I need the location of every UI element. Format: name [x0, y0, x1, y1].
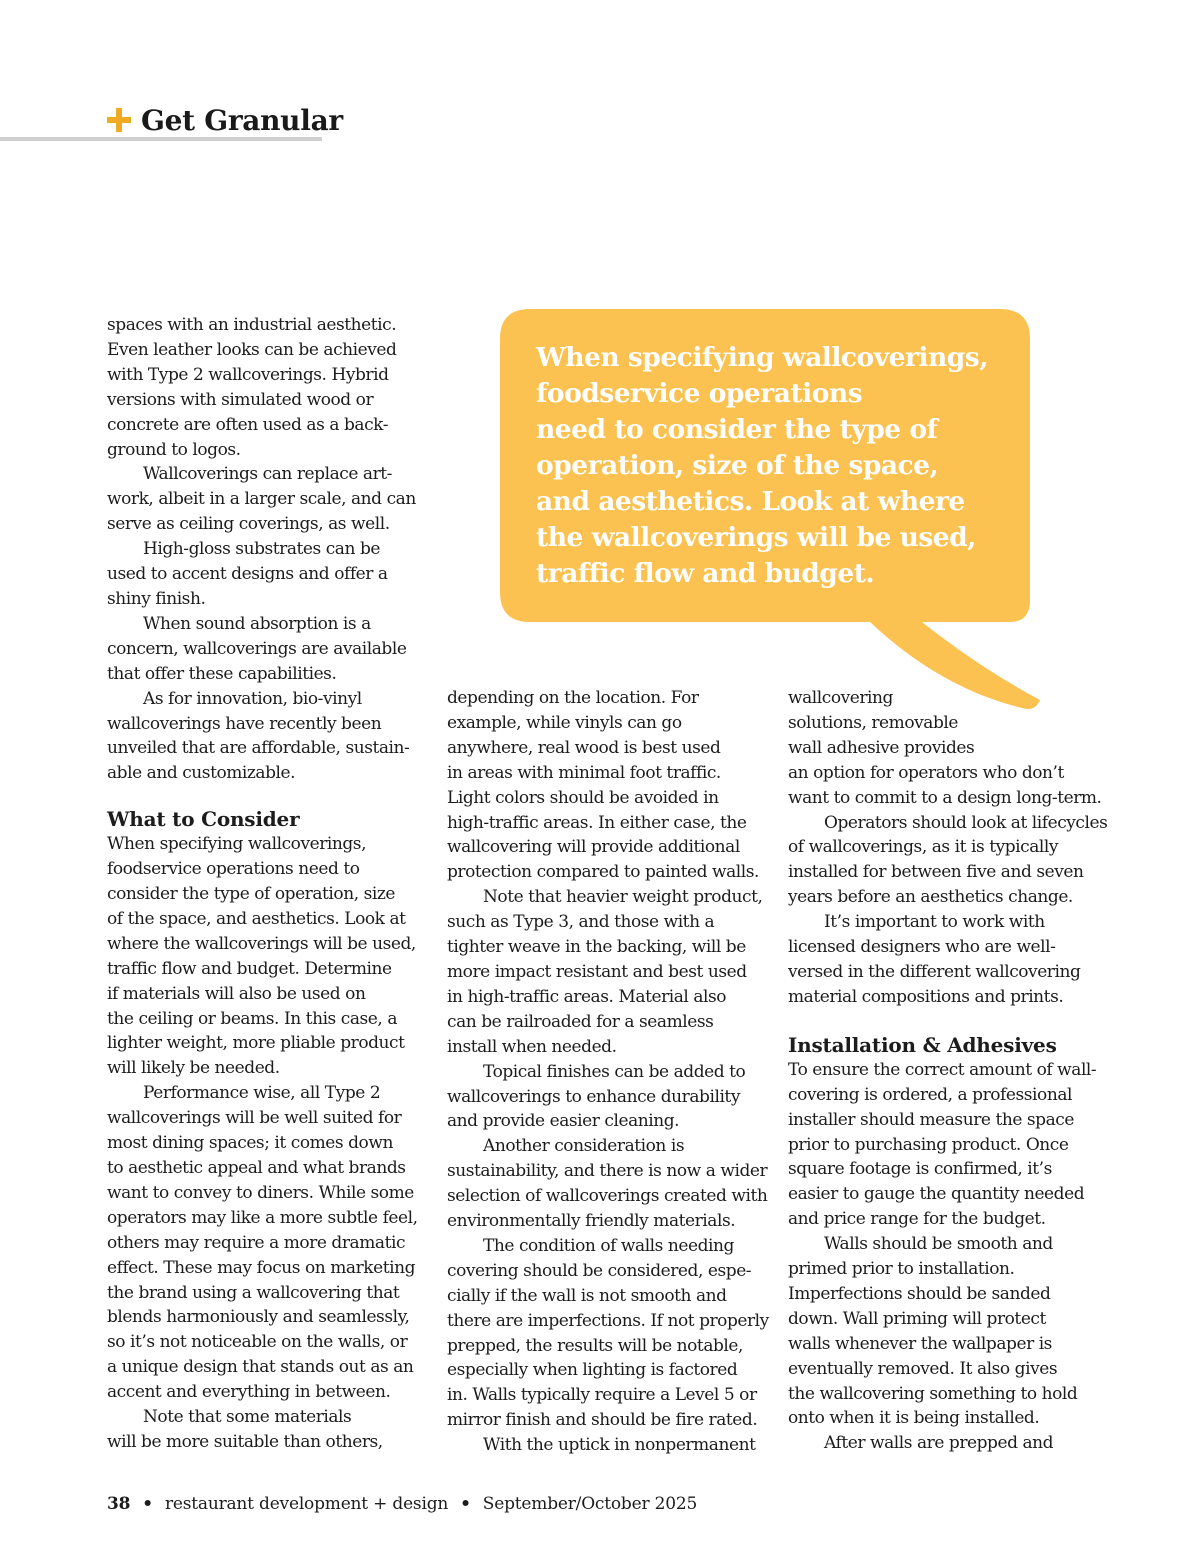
text-line: serve as ceiling coverings, as well.: [107, 514, 390, 535]
text-line: in. Walls typically require a Level 5 or: [447, 1385, 757, 1406]
text-line: effect. These may focus on marketing: [107, 1257, 416, 1278]
pull-quote: [536, 340, 1006, 592]
text-line: of wallcoverings, as it is typically: [788, 837, 1059, 858]
text-line: so it’s not noticeable on the walls, or: [107, 1332, 408, 1353]
text-line: installer should measure the space: [788, 1109, 1074, 1130]
text-line: anywhere, real wood is best used: [447, 737, 721, 758]
text-line: accent and everything in between.: [107, 1382, 391, 1403]
text-line: When sound absorption is a: [143, 613, 371, 634]
text-line: As for innovation, bio-vinyl: [143, 688, 362, 709]
text-line: wallcovering will provide additional: [447, 837, 740, 858]
text-line: Imperfections should be sanded: [788, 1283, 1051, 1304]
text-line: to aesthetic appeal and what brands: [107, 1158, 406, 1178]
text-line: with Type 2 wallcoverings. Hybrid: [107, 364, 389, 385]
pull-quote-line: need to consider the type of: [536, 414, 938, 445]
text-line: down. Wall priming will protect: [788, 1308, 1046, 1329]
text-line: lighter weight, more pliable product: [107, 1033, 405, 1054]
text-line: consider the type of operation, size: [107, 884, 395, 905]
text-line: able and customizable.: [107, 763, 296, 784]
text-line: With the uptick in nonpermanent: [483, 1435, 756, 1456]
text-line: The condition of walls needing: [483, 1235, 734, 1256]
issue-date: September/October 2025: [482, 1494, 698, 1514]
text-line: versions with simulated wood or: [107, 389, 374, 410]
text-line: easier to gauge the quantity needed: [788, 1184, 1085, 1205]
text-line: mirror finish and should be fire rated.: [447, 1410, 758, 1431]
text-line: spaces with an industrial aesthetic.: [107, 315, 397, 335]
text-line: ground to logos.: [107, 439, 241, 460]
text-line: a unique design that stands out as an: [107, 1357, 414, 1378]
text-line: more impact resistant and best used: [447, 961, 747, 982]
text-line: protection compared to painted walls.: [447, 862, 759, 883]
page-footer: [107, 1492, 697, 1516]
text-line: and price range for the budget.: [788, 1209, 1046, 1230]
text-line: material compositions and prints.: [788, 986, 1064, 1007]
text-line: To ensure the correct amount of wall-: [788, 1059, 1097, 1080]
text-line: Wallcoverings can replace art-: [143, 464, 392, 485]
text-line: most dining spaces; it comes down: [107, 1133, 393, 1154]
text-line: When specifying wallcoverings,: [107, 834, 367, 855]
text-line: want to commit to a design long-term.: [788, 787, 1102, 808]
text-line: Note that some materials: [143, 1407, 352, 1428]
text-line: want to convey to diners. While some: [107, 1182, 414, 1203]
text-line: solutions, removable: [788, 712, 958, 733]
text-line: environmentally friendly materials.: [447, 1211, 736, 1232]
text-line: can be railroaded for a seamless: [447, 1011, 714, 1032]
text-line: that offer these capabilities.: [107, 663, 337, 684]
section-title: Get Granular: [141, 103, 343, 137]
text-line: covering is ordered, a professional: [788, 1084, 1072, 1105]
text-line: square footage is confirmed, it’s: [788, 1159, 1052, 1180]
text-line: Performance wise, all Type 2: [143, 1083, 381, 1104]
text-line: tighter weave in the backing, will be: [447, 937, 746, 958]
text-line: wallcoverings will be well suited for: [107, 1108, 402, 1129]
text-line: in areas with minimal foot traffic.: [447, 762, 721, 783]
text-line: sustainability, and there is now a wider: [447, 1161, 768, 1182]
text-line: in high-traffic areas. Material also: [447, 986, 727, 1007]
text-line: covering should be considered, espe-: [447, 1260, 752, 1281]
text-line: operators may like a more subtle feel,: [107, 1207, 418, 1228]
text-line: walls whenever the wallpaper is: [788, 1333, 1052, 1354]
text-line: an option for operators who don’t: [788, 762, 1064, 783]
text-line: Topical finishes can be added to: [483, 1061, 746, 1082]
text-line: primed prior to installation.: [788, 1259, 1015, 1280]
text-line: eventually removed. It also gives: [788, 1358, 1058, 1379]
text-line: and provide easier cleaning.: [447, 1111, 680, 1132]
text-line: years before an aesthetics change.: [788, 887, 1073, 908]
text-line: Even leather looks can be achieved: [107, 339, 397, 360]
pull-quote-line: operation, size of the space,: [536, 450, 939, 481]
pull-quote-line: When specifying wallcoverings,: [536, 342, 988, 373]
text-line: if materials will also be used on: [107, 983, 366, 1004]
text-line: Note that heavier weight product,: [483, 887, 763, 908]
text-line: versed in the different wallcovering: [788, 961, 1081, 982]
text-line: wallcoverings have recently been: [107, 713, 382, 734]
text-line: where the wallcoverings will be used,: [107, 933, 416, 954]
page-number: 38: [107, 1494, 131, 1514]
text-line: used to accent designs and offer a: [107, 564, 388, 585]
text-line: Walls should be smooth and: [824, 1234, 1053, 1255]
pull-quote-line: foodservice operations: [536, 378, 863, 409]
text-line: Operators should look at lifecycles: [824, 812, 1108, 833]
text-line: onto when it is being installed.: [788, 1408, 1040, 1429]
text-line: shiny finish.: [107, 588, 206, 609]
text-line: the wallcovering something to hold: [788, 1383, 1078, 1404]
heading-installation-adhesives: Installation & Adhesives: [788, 1032, 1057, 1057]
pull-quote-line: and aesthetics. Look at where: [536, 486, 965, 517]
column-2: [447, 686, 769, 1458]
text-line: others may require a more dramatic: [107, 1232, 406, 1253]
text-line: such as Type 3, and those with a: [447, 912, 715, 933]
text-line: install when needed.: [447, 1036, 617, 1057]
footer-bullet: •: [460, 1494, 471, 1514]
text-line: wallcoverings to enhance durability: [447, 1086, 740, 1107]
text-line: there are imperfections. If not properly: [447, 1310, 769, 1331]
text-line: prepped, the results will be notable,: [447, 1335, 743, 1356]
text-line: installed for between five and seven: [788, 862, 1084, 883]
text-line: wallcovering: [788, 688, 893, 708]
footer-bullet: •: [142, 1494, 153, 1514]
heading-what-to-consider: What to Consider: [107, 807, 300, 832]
pull-quote-line: the wallcoverings will be used,: [536, 522, 976, 553]
pull-quote-line: traffic flow and budget.: [536, 558, 875, 589]
text-line: prior to purchasing product. Once: [788, 1134, 1069, 1155]
text-line: work, albeit in a larger scale, and can: [107, 489, 416, 510]
text-line: It’s important to work with: [824, 912, 1045, 933]
text-line: licensed designers who are well-: [788, 937, 1056, 958]
text-line: will likely be needed.: [107, 1058, 280, 1079]
text-line: concern, wallcoverings are available: [107, 638, 407, 659]
text-line: depending on the location. For: [447, 688, 699, 708]
text-line: the ceiling or beams. In this case, a: [107, 1008, 398, 1029]
text-line: wall adhesive provides: [788, 737, 975, 758]
text-line: the brand using a wallcovering that: [107, 1282, 400, 1303]
text-line: high-traffic areas. In either case, the: [447, 812, 747, 833]
text-line: of the space, and aesthetics. Look at: [107, 908, 406, 929]
text-line: Another consideration is: [483, 1136, 685, 1157]
text-line: traffic flow and budget. Determine: [107, 958, 392, 979]
text-line: will be more suitable than others,: [107, 1431, 383, 1452]
text-line: After walls are prepped and: [824, 1433, 1054, 1454]
text-line: High-gloss substrates can be: [143, 539, 380, 560]
publication-name: restaurant development + design: [164, 1494, 449, 1514]
column-3: [788, 686, 1106, 1456]
text-line: blends harmoniously and seamlessly,: [107, 1307, 410, 1328]
text-line: example, while vinyls can go: [447, 712, 682, 733]
text-line: cially if the wall is not smooth and: [447, 1285, 727, 1306]
text-line: selection of wallcoverings created with: [447, 1186, 768, 1207]
column-1: [107, 313, 425, 1455]
text-line: foodservice operations need to: [107, 859, 360, 880]
text-line: concrete are often used as a back-: [107, 414, 389, 435]
text-line: unveiled that are affordable, sustain-: [107, 738, 410, 759]
text-line: especially when lighting is factored: [447, 1360, 738, 1381]
text-line: Light colors should be avoided in: [447, 787, 719, 808]
